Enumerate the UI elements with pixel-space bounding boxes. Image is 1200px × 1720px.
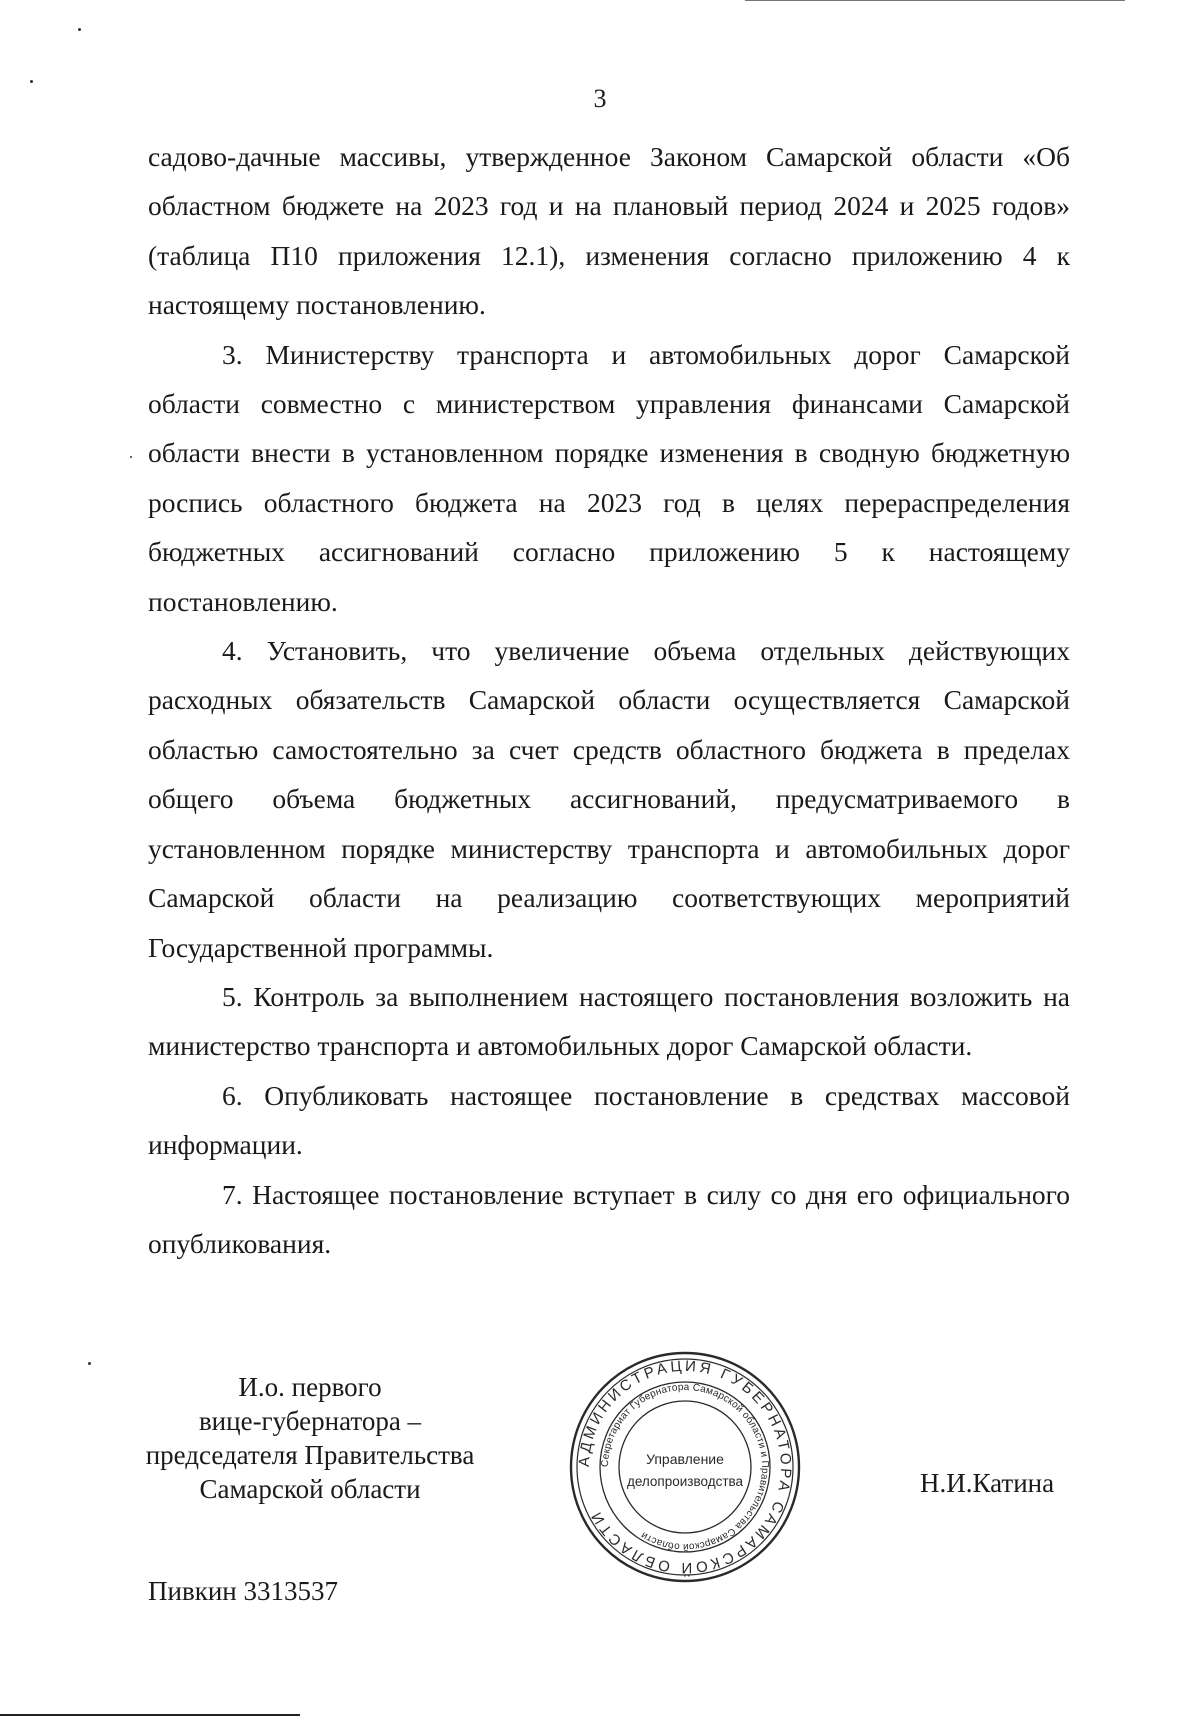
signatory-position <box>140 1370 480 1506</box>
scan-speck <box>88 1362 91 1365</box>
signatory-name: Н.И.Катина <box>920 1468 1055 1498</box>
official-stamp <box>566 1348 804 1586</box>
scan-speck <box>30 80 33 83</box>
stamp-center-line: делопроизводства <box>626 1474 744 1489</box>
document-body <box>148 132 1070 1268</box>
page-number: 3 <box>593 84 607 113</box>
scan-speck <box>130 456 132 458</box>
signatory-position-line: председателя Правительства <box>145 1440 475 1470</box>
executor-contact: Пивкин 3313537 <box>148 1576 338 1606</box>
signatory-position-line: И.о. первого <box>238 1372 382 1402</box>
paragraph-item-7: 7. Настоящее постановление вступает в силу со дня его официального опубликования. <box>148 1178 1070 1259</box>
svg-text:Секретариат Губернатора Самарс <box>600 1382 770 1552</box>
paragraph-item-6: 6. Опубликовать настоящее постановление в средствах массовой информации. <box>148 1079 1070 1161</box>
paragraph-intro-continuation: садово-дачные массивы, утвержденное Законом Самарской области «Об областном бюджете на 2023 год и на плановый период 2024 и 2025 годов» (таблица П10 приложения 12.1), изменения согласно приложению 4 к настоящему постановлению. <box>148 141 1070 321</box>
stamp-inner-text: Секретариат Губернатора Самарской области и Правительства Самарской области <box>599 1381 771 1553</box>
signatory-position-line: Самарской области <box>199 1474 421 1504</box>
paragraph-item-3: 3. Министерству транспорта и автомобильных дорог Самарской области совместно с министерством управления финансами Самарской области внести в установленном порядке изменения в сводную бюджетную роспись областного бюджета на 2023 год в целях перераспределения бюджетных ассигнований согласно приложению 5 к настоящему постановлению. <box>148 338 1070 617</box>
paragraph-item-4: 4. Установить, что увеличение объема отдельных действующих расходных обязательств Самарской области осуществляется Самарской областью самостоятельно за счет средств областного бюджета в пределах общего объема бюджетных ассигнований, предусматриваемого в установленном порядке министерству транспорта и автомобильных дорог Самарской области на реализацию соответствующих мероприятий Государственной программы. <box>148 635 1070 963</box>
scan-edge-bottom <box>0 1714 300 1716</box>
paragraph-item-5: 5. Контроль за выполнением настоящего постановления возложить на министерство транспорта и автомобильных дорог Самарской области. <box>148 980 1070 1062</box>
scan-edge-top <box>745 0 1125 1</box>
stamp-outer-text: АДМИНИСТРАЦИЯ ГУБЕРНАТОРА САМАРСКОЙ ОБЛАСТИ <box>575 1357 795 1577</box>
signatory-position-line: вице-губернатора – <box>198 1406 422 1436</box>
stamp-center-line: Управление <box>646 1451 724 1467</box>
scan-speck <box>78 28 81 31</box>
